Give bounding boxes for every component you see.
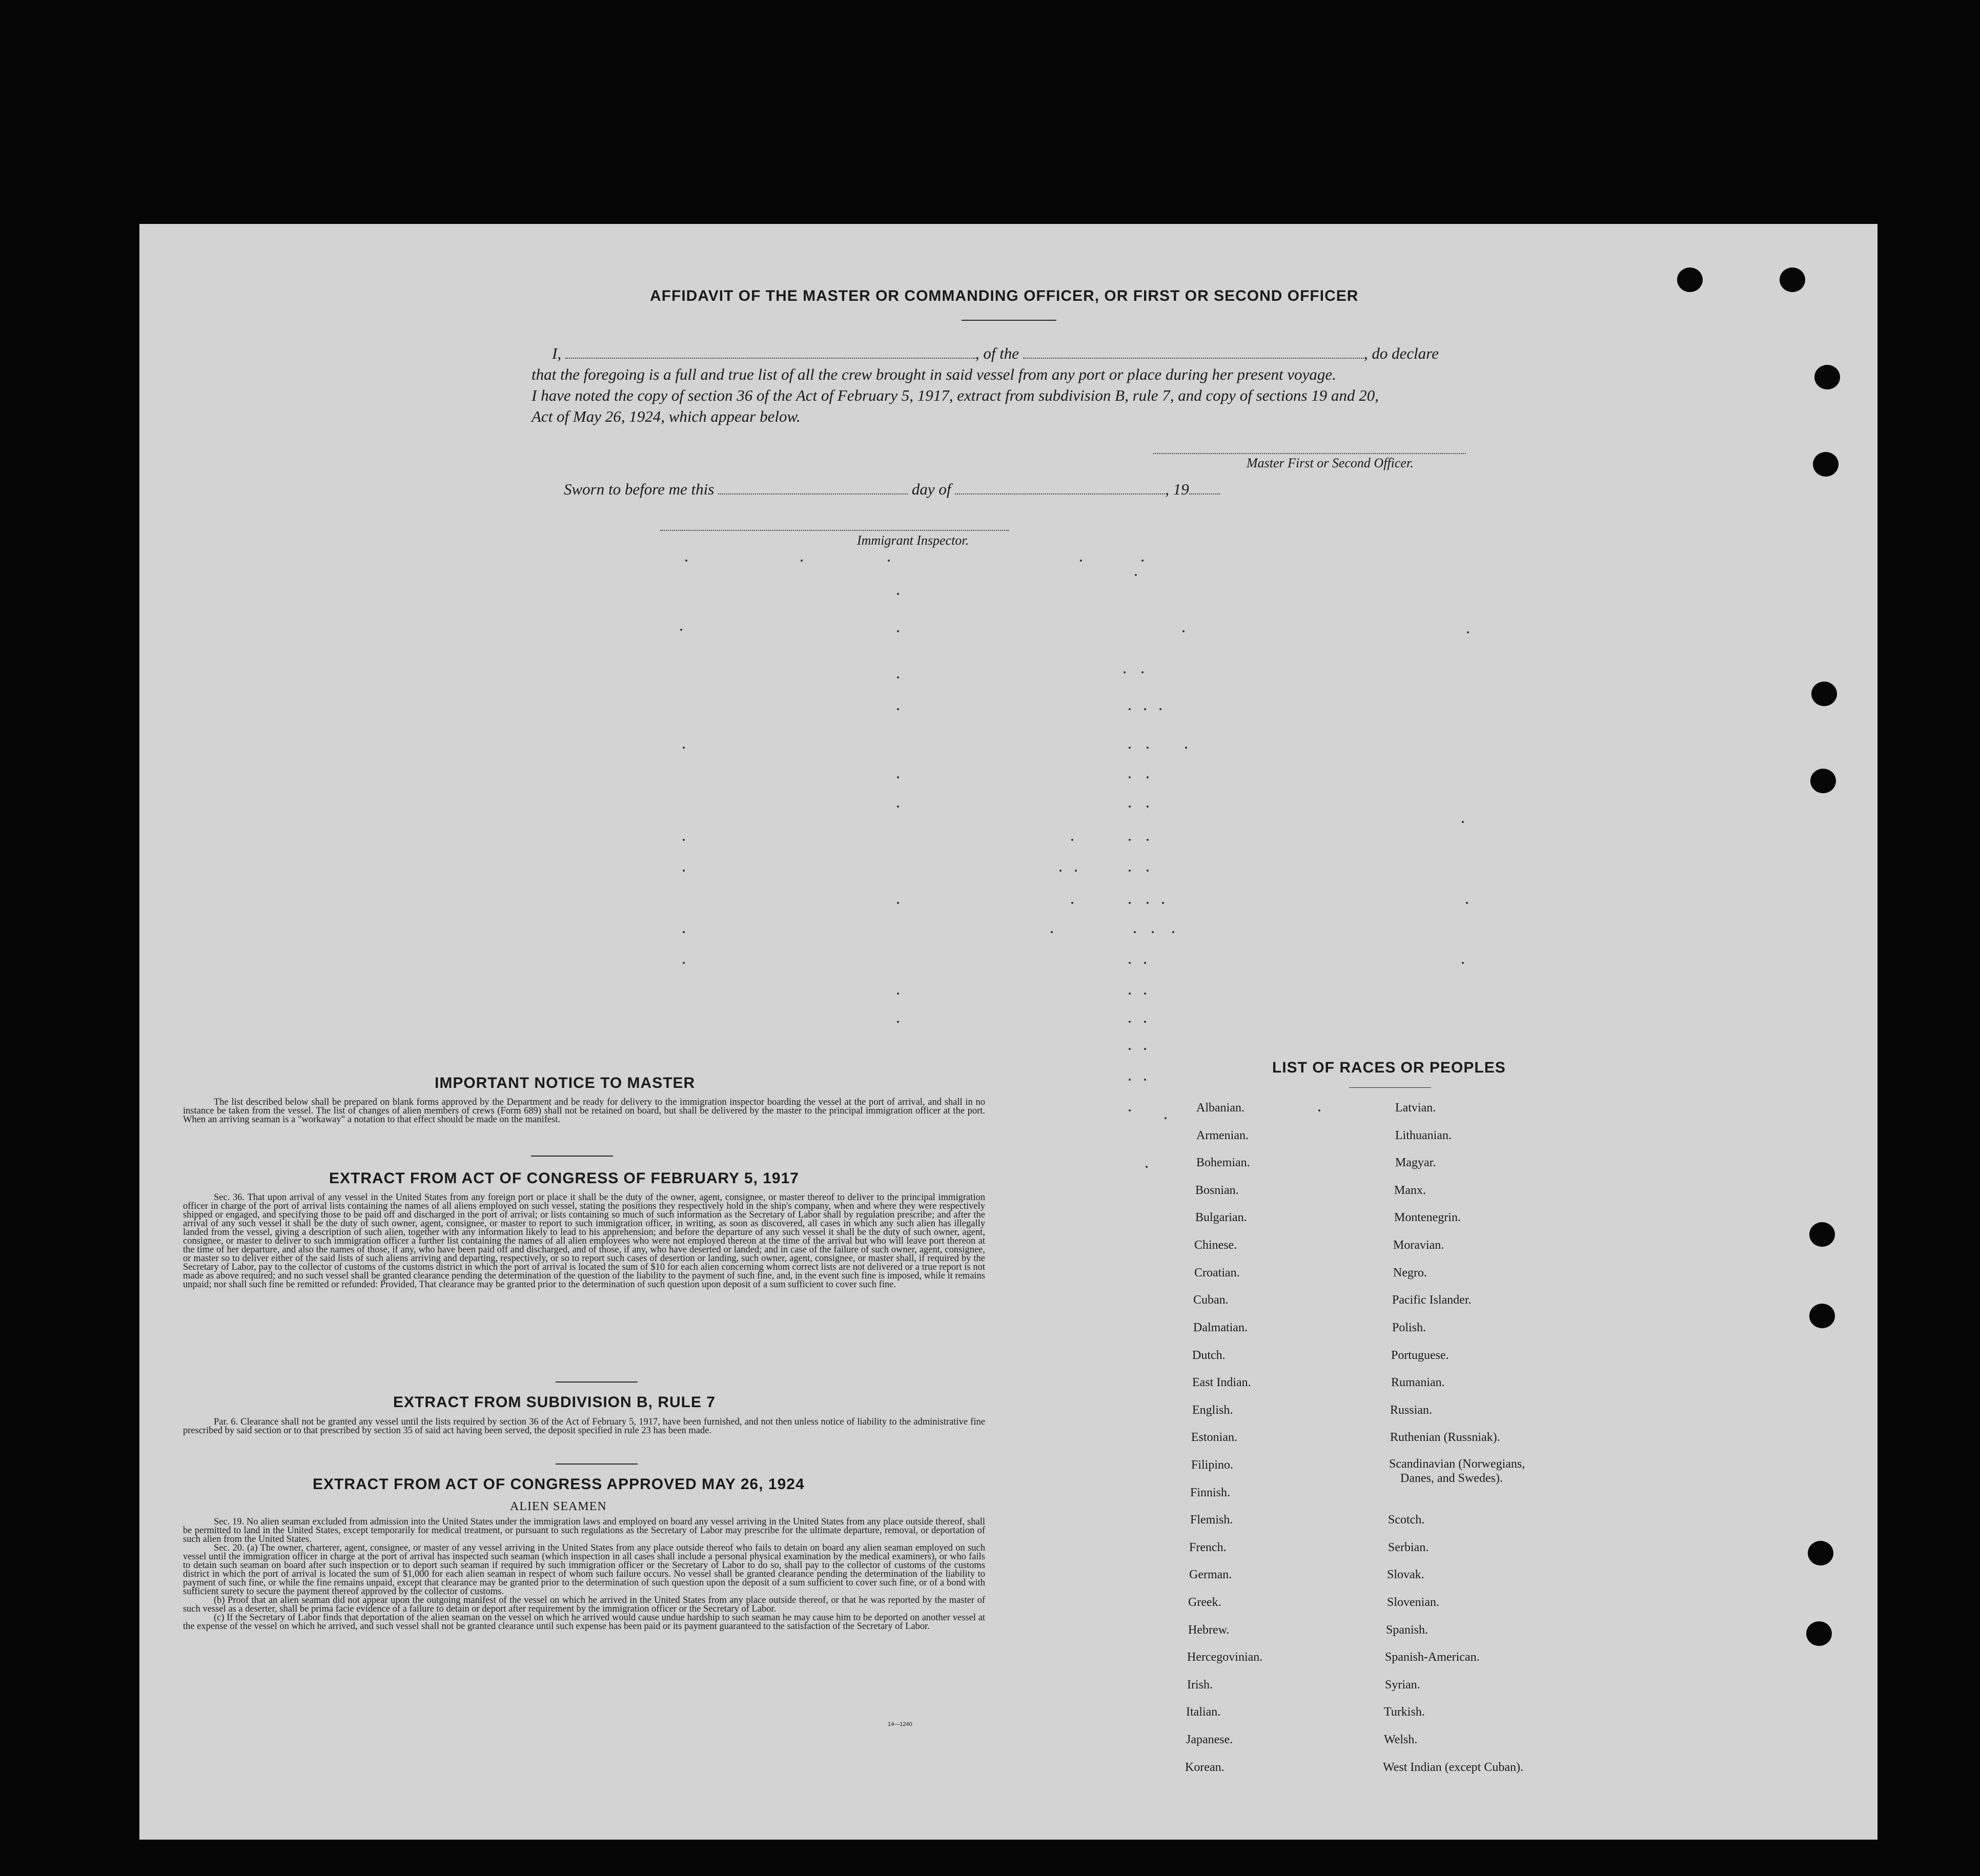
speck — [1144, 1079, 1146, 1081]
race-item: Irish. — [1187, 1678, 1213, 1692]
race-item: West Indian (except Cuban). — [1383, 1761, 1523, 1774]
race-item: Ruthenian (Russniak). — [1390, 1431, 1500, 1444]
sec20a-paragraph: Sec. 20. (a) The owner, charterer, agent, consignee, or master of any vessel arriving in the United States from any place outside thereof who fails to detain on board any alien seaman employed on such vessel until the immigration officer in charge at the port of arrival has inspected such seaman (which inspection in all cases shall include a personal physical examination by the medical examiners), or who fails to detain such seaman on board after such inspection or to deport such seaman if required by such immigration officer or the Secretary of Labor to do so, shall pay to the collector of customs of the customs district in which the port of arrival is located the sum of $1,000 for each alien seaman in respect of whom such failure occurs. No vessel shall be granted clearance pending the determination of the liability to payment of such fine, or while the fine remains unpaid, except that clearance may be granted prior to the determination of such question upon the deposit of a sum sufficient to cover such fine, or of a bond with sufficient surety to secure the payment thereof approved by the collector of customs. — [183, 1543, 985, 1597]
year-label: , 19 — [1165, 480, 1189, 498]
speck — [1144, 708, 1146, 710]
races-title-rule — [1349, 1087, 1431, 1088]
speck — [1080, 560, 1082, 562]
form-number: 14—1240 — [888, 1721, 912, 1727]
speck — [1129, 839, 1131, 841]
race-item: Croatian. — [1194, 1266, 1240, 1280]
speck — [1129, 902, 1131, 904]
speck — [1134, 931, 1136, 933]
extract-1924-title: EXTRACT FROM ACT OF CONGRESS APPROVED MAY 26, 1924 — [313, 1476, 805, 1493]
speck — [1159, 708, 1161, 710]
speck — [1071, 902, 1073, 904]
speck — [1135, 574, 1137, 576]
sec19-paragraph: Sec. 19. No alien seaman excluded from admission into the United States under the immigration laws and employed on board any vessel arriving in the United States from any place outside thereof, shall be permitted to land in the United States, except temporarily for medical treatment, or pursuant to such regulations as the Secretary of Labor may prescribe for the ultimate departure, removal, or deportation of such alien from the United States. — [183, 1517, 985, 1544]
notice-text — [183, 1098, 985, 1124]
sworn-day-blank[interactable] — [718, 485, 908, 494]
race-item: Estonian. — [1191, 1431, 1237, 1444]
race-item: Syrian. — [1385, 1678, 1420, 1692]
punch-hole — [1780, 267, 1805, 292]
race-item: Polish. — [1392, 1321, 1426, 1334]
speck — [1462, 962, 1464, 964]
sec20b-paragraph: (b) Proof that an alien seaman did not appear upon the outgoing manifest of the vessel on which he arrived in the United States from any place outside thereof, or that he was reported by the master of such vessel as a deserter, shall be prima facie evidence of a failure to detain or deport after requirement by the immigration officer or the Secretary of Labor. — [183, 1595, 985, 1614]
i-label: I, — [552, 344, 562, 362]
race-item: Danes, and Swedes). — [1400, 1472, 1503, 1485]
race-item: Latvian. — [1395, 1101, 1436, 1115]
speck — [1162, 902, 1164, 904]
race-item: English. — [1192, 1404, 1233, 1417]
race-item: Scandinavian (Norwegians, — [1389, 1457, 1525, 1471]
race-item: Finnish. — [1190, 1486, 1231, 1499]
document-page — [139, 224, 1877, 1840]
speck — [680, 629, 682, 631]
affidavit-line-1 — [532, 344, 1634, 363]
speck — [1144, 962, 1146, 964]
speck — [1147, 839, 1149, 841]
speck — [1071, 839, 1073, 841]
affidavit-line-4: Act of May 26, 1924, which appear below. — [532, 407, 801, 425]
punch-hole — [1808, 1541, 1833, 1565]
notice-title: IMPORTANT NOTICE TO MASTER — [435, 1075, 696, 1091]
speck — [1129, 993, 1131, 995]
race-item: Moravian. — [1393, 1239, 1444, 1252]
race-item: Bohemian. — [1196, 1156, 1250, 1169]
speck — [1147, 902, 1149, 904]
punch-hole — [1809, 1304, 1835, 1328]
speck — [897, 1021, 899, 1023]
punch-hole — [1806, 1621, 1832, 1646]
race-item: Dalmatian. — [1193, 1321, 1248, 1334]
section-rule — [556, 1463, 638, 1465]
race-item: Lithuanian. — [1395, 1129, 1452, 1142]
punch-hole — [1809, 1222, 1835, 1247]
race-item: Korean. — [1185, 1761, 1224, 1774]
speck — [685, 560, 687, 562]
punch-hole — [1810, 769, 1836, 793]
speck — [683, 931, 685, 933]
race-item: Italian. — [1186, 1705, 1221, 1719]
speck — [683, 962, 685, 964]
speck — [897, 902, 899, 904]
punch-hole — [1811, 682, 1837, 706]
speck — [1141, 560, 1144, 562]
speck — [683, 747, 685, 749]
speck — [1124, 671, 1126, 673]
speck — [683, 839, 685, 841]
speck — [888, 560, 890, 562]
master-signature-blank[interactable] — [1153, 453, 1466, 454]
race-item: Magyar. — [1395, 1156, 1436, 1169]
race-item: Turkish. — [1384, 1705, 1425, 1719]
sworn-year-blank[interactable] — [1189, 485, 1220, 494]
speck — [1182, 630, 1185, 632]
sec20c-paragraph: (c) If the Secretary of Labor finds that deportation of the alien seaman on the vessel on which he arrived would cause undue hardship to such seaman he may cause him to be deported on another vessel at the expense of the vessel on which he arrived, and such vessel shall not be granted clearance until such expense has been paid or its payment guaranteed to the satisfaction of the Secretary of Labor. — [183, 1613, 985, 1632]
sec36-paragraph: Sec. 36. That upon arrival of any vessel in the United States from any foreign port or place it shall be the duty of the owner, agent, consignee, or master thereof to deliver to the principal immigration officer in charge of the port of arrival lists containing the names of all aliens employed on such vessel, stating the positions they respectively hold in the ship's company, when and where they were respectively shipped or engaged, and specifying those to be paid off and discharged in the port of arrival; or lists containing so much of such information as the Secretary of Labor shall by regulation prescribe; and after the arrival of any such vessel it shall be the duty of such owner, agent, consignee, or master to report to such immigration officer, in writing, as soon as discovered, all cases in which any such alien has illegally landed from the vessel, giving a description of such alien, together with any information likely to lead to his apprehension; and before the departure of any such vessel it shall be the duty of such owner, agent, consignee, or master to deliver to such immigration officer a further list containing the names of all alien employees who were not employed thereon at the time of the arrival but who will leave port thereon at the time of her departure, and also the names of those, if any, who have been paid off and discharged, and of those, if any, who have deserted or landed; and in case of the failure of such owner, agent, consignee, or master so to deliver either of the said lists of such aliens arriving and departing, respectively, or so to report such cases of desertion or landing, such owner, agent, consignee, or master shall, if required by the Secretary of Labor, pay to the collector of customs of the customs district in which the port of arrival is located the sum of $10 for each alien concerning whom correct lists are not delivered or a true report is not made as above required; and no such vessel shall be granted clearance pending the determination of the question of the liability to the payment of such fine, and, in the event such fine is imposed, while it remains unpaid; nor shall such fine be remitted or refunded: Provided, That clearance may be granted prior to the determination of such question upon deposit of a sum sufficient to cover such fine. — [183, 1192, 985, 1290]
race-item: Spanish-American. — [1385, 1651, 1480, 1664]
race-item: Bosnian. — [1195, 1184, 1239, 1197]
race-item: Serbian. — [1388, 1541, 1429, 1554]
extract-1924-text — [183, 1518, 985, 1631]
alien-seamen-subtitle: ALIEN SEAMEN — [510, 1500, 607, 1513]
speck — [683, 870, 685, 872]
day-of-label: day of — [911, 480, 951, 498]
race-item: Rumanian. — [1391, 1376, 1445, 1389]
speck — [1152, 931, 1154, 933]
sworn-label: Sworn to before me this — [564, 480, 715, 498]
sworn-line — [564, 480, 1220, 499]
speck — [1466, 902, 1468, 904]
speck — [1144, 1048, 1146, 1050]
race-item: East Indian. — [1192, 1376, 1251, 1389]
sworn-month-blank[interactable] — [955, 485, 1165, 494]
speck — [1141, 671, 1144, 673]
section-rule — [531, 1156, 613, 1157]
speck — [1147, 747, 1149, 749]
speck — [1129, 747, 1131, 749]
speck — [1185, 747, 1187, 749]
affidavit-line-2: that the foregoing is a full and true list of all the crew brought in said vessel from any port or place during her present voyage. — [532, 365, 1336, 383]
speck — [1075, 870, 1077, 872]
inspector-signature-blank[interactable] — [660, 530, 1009, 531]
punch-hole — [1813, 452, 1839, 477]
punch-hole — [1677, 267, 1703, 292]
speck — [1129, 806, 1131, 808]
speck — [1165, 1117, 1167, 1119]
speck — [1172, 931, 1174, 933]
race-item: Hebrew. — [1188, 1623, 1230, 1637]
race-item: Cuban. — [1193, 1293, 1229, 1307]
notice-paragraph: The list described below shall be prepared on blank forms approved by the Department and be ready for delivery to the immigration inspector boarding the vessel at the port of arrival, and shall in no instance be taken from the vessel. The list of changes of alien members of crews (Form 689) shall not be retained on board, but shall be delivered by the master to the principal immigration officer at the port. When an arriving seaman is a "workaway" a notation to that effect should be made on the manifest. — [183, 1097, 985, 1125]
race-item: Dutch. — [1192, 1349, 1226, 1362]
speck — [1147, 870, 1149, 872]
race-item: Russian. — [1390, 1404, 1433, 1417]
speck — [897, 630, 899, 632]
speck — [897, 806, 899, 808]
declare-label: , do declare — [1363, 344, 1439, 362]
speck — [1129, 1021, 1131, 1023]
speck — [1129, 1079, 1131, 1081]
race-item: German. — [1189, 1568, 1232, 1581]
speck — [1129, 1109, 1131, 1111]
speck — [1147, 806, 1149, 808]
speck — [1129, 776, 1131, 778]
race-item: Bulgarian. — [1195, 1211, 1247, 1224]
speck — [897, 676, 899, 678]
race-item: Albanian. — [1196, 1101, 1244, 1115]
extract-1917-title: EXTRACT FROM ACT OF CONGRESS OF FEBRUARY 5, 1917 — [329, 1170, 799, 1187]
speck — [897, 593, 899, 595]
punch-hole — [1814, 365, 1840, 389]
speck — [801, 560, 803, 562]
master-signature-label: Master First or Second Officer. — [1247, 456, 1414, 470]
speck — [1467, 631, 1469, 633]
race-item: Filipino. — [1191, 1458, 1234, 1472]
race-item: Spanish. — [1386, 1623, 1428, 1637]
speck — [897, 708, 899, 710]
name-blank[interactable] — [565, 349, 975, 359]
extract-rule7-text — [183, 1418, 985, 1435]
speck — [1318, 1109, 1320, 1111]
race-item: Greek. — [1188, 1596, 1221, 1609]
vessel-blank[interactable] — [1023, 349, 1364, 359]
speck — [1129, 708, 1131, 710]
race-item: French. — [1189, 1541, 1227, 1554]
affidavit-title: AFFIDAVIT OF THE MASTER OR COMMANDING OFFICER, OR FIRST OR SECOND OFFICER — [650, 287, 1359, 304]
race-item: Japanese. — [1186, 1733, 1233, 1746]
inspector-label: Immigrant Inspector. — [857, 533, 969, 548]
par6-paragraph: Par. 6. Clearance shall not be granted any vessel until the lists required by section 36 of the Act of February 5, 1917, have been furnished, and not then unless notice of liability to the administrative fine prescribed by said section or to that prescribed by section 35 of said act having been served, the deposit specified in rule 23 has been made. — [183, 1417, 985, 1436]
speck — [1462, 821, 1464, 823]
race-item: Slovenian. — [1387, 1596, 1439, 1609]
race-item: Montenegrin. — [1394, 1211, 1461, 1224]
race-item: Armenian. — [1196, 1129, 1249, 1142]
speck — [1051, 931, 1053, 933]
race-item: Flemish. — [1190, 1513, 1233, 1527]
race-item: Welsh. — [1384, 1733, 1418, 1746]
race-item: Scotch. — [1388, 1513, 1425, 1527]
speck — [897, 776, 899, 778]
race-item: Portuguese. — [1391, 1349, 1449, 1362]
speck — [1144, 1021, 1146, 1023]
race-item: Slovak. — [1387, 1568, 1424, 1581]
race-item: Negro. — [1393, 1266, 1427, 1280]
speck — [1147, 776, 1149, 778]
affidavit-line-3: I have noted the copy of section 36 of the Act of February 5, 1917, extract from subdivision B, rule 7, and copy of sections 19 and 20, — [532, 386, 1379, 404]
race-item: Hercegovinian. — [1187, 1651, 1263, 1664]
speck — [1129, 962, 1131, 964]
extract-rule7-title: EXTRACT FROM SUBDIVISION B, RULE 7 — [393, 1394, 716, 1411]
speck — [897, 993, 899, 995]
race-item: Pacific Islander. — [1392, 1293, 1472, 1307]
speck — [1129, 1048, 1131, 1050]
extract-1917-text — [183, 1193, 985, 1289]
of-the-label: , of the — [975, 344, 1019, 362]
races-title: LIST OF RACES OR PEOPLES — [1272, 1059, 1506, 1076]
race-item: Chinese. — [1194, 1239, 1237, 1252]
speck — [1129, 870, 1131, 872]
section-rule — [556, 1382, 638, 1383]
speck — [1144, 993, 1146, 995]
title-rule — [962, 320, 1056, 321]
speck — [1146, 1166, 1148, 1168]
speck — [1059, 870, 1062, 872]
race-item: Manx. — [1394, 1184, 1426, 1197]
